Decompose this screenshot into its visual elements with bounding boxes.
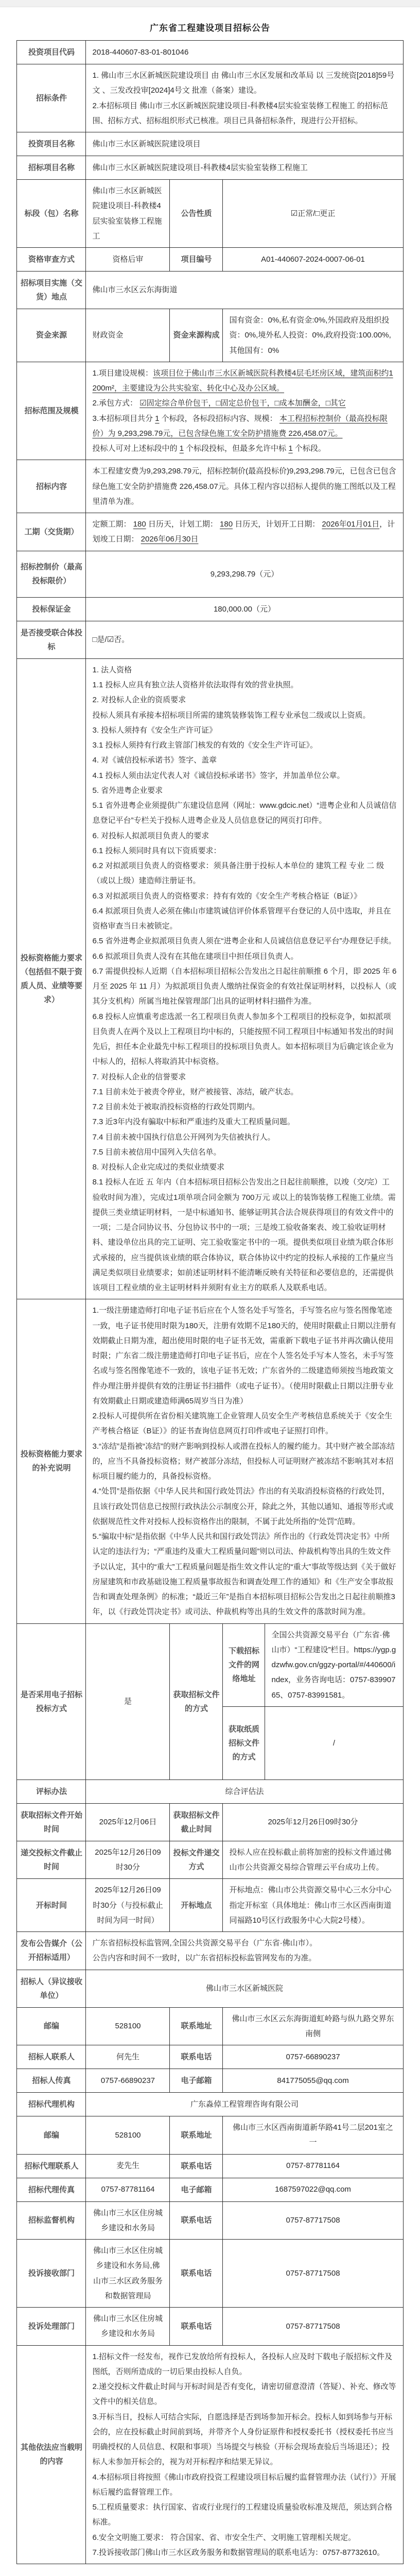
announcement-nature-value: ☑正常/□更正 xyxy=(223,180,403,248)
electronic-bidding-label: 是否采用电子招标投标方式 xyxy=(17,1623,86,1780)
evaluation-method-value: 综合评估法 xyxy=(86,1780,403,1803)
agency-fax-row xyxy=(17,2178,403,2201)
construction-period-value: 定额工期： 180 日历天，计划工期： 180 日历天，计划开工日期： 2026年01月01日，计划竣工日期： 2026年06月30日 xyxy=(86,513,403,551)
document-obtain-time-row xyxy=(17,1803,403,1841)
tender-control-price-value: 9,293,298.79（元） xyxy=(86,551,403,597)
complaint-handling-phone-label: 联系电话 xyxy=(170,2308,223,2346)
tender-project-name-value: 佛山市三水区新城医院建设项目-科教楼4层实验室装修工程施工 xyxy=(86,156,403,180)
investment-project-code-value: 2018-440607-83-01-801046 xyxy=(86,41,403,64)
agency-contact-label: 招标代理联系人 xyxy=(17,2154,86,2178)
evaluation-method-row xyxy=(17,1780,403,1803)
document-obtain-deadline-value: 2025年12月26日09时30分 xyxy=(223,1803,403,1841)
funding-source-value: 财政资金 xyxy=(86,309,170,362)
tender-content-row xyxy=(17,460,403,513)
download-url-value: 全国公共资源交易平台（广东省·佛山市）“工程建设”栏目。https://ygp.gdzwfw.gov.cn/ggzy-portal/#/440600/index，业务咨询电话：0757-83990765、0757-83991581。 xyxy=(265,1623,403,1706)
bidder-qualification-requirements-label: 投标资格能力要求（包括但不限于资质人员、业绩等要求） xyxy=(17,658,86,1299)
section-package-row xyxy=(17,180,403,248)
agency-postcode-value: 528100 xyxy=(86,2116,170,2155)
tenderer-address-label: 联系地址 xyxy=(170,2007,223,2045)
funding-composition-label: 资金来源构成 xyxy=(170,309,223,362)
tenderer-fax-label: 招标人传真 xyxy=(17,2069,86,2093)
bid-bond-row xyxy=(17,597,403,621)
tender-conditions-label: 招标条件 xyxy=(17,64,86,132)
qualification-supplementary-notes-row xyxy=(17,1299,403,1623)
announcement-page xyxy=(0,21,420,2564)
bid-submission-deadline-label: 递交投标文件截止时间 xyxy=(17,1841,86,1879)
tenderer-label: 招标人（异议接收单位） xyxy=(17,1970,86,2007)
qualification-supplementary-notes-label: 投标资格能力要求的补充说明 xyxy=(17,1299,86,1623)
bid-submission-deadline-value: 2025年12月26日09时30分 xyxy=(86,1841,170,1879)
tender-content-label: 招标内容 xyxy=(17,460,86,513)
complaint-receiving-department-label: 投诉接收部门 xyxy=(17,2240,86,2308)
implementation-location-label: 招标项目实施（交货）地点 xyxy=(17,272,86,309)
tender-project-name-label: 招标项目名称 xyxy=(17,156,86,180)
agency-contact-row xyxy=(17,2154,403,2178)
tenderer-postcode-value: 528100 xyxy=(86,2007,170,2045)
tender-content-value: 本工程建安费为9,293,298.79元，招标控制价(最高投标价)9,293,298.79元，已包含已包含绿色施工安全防护措施费 226,458.07元。具体工程内容以招标人提供的施工图纸以及工程里清单为准。 xyxy=(86,460,403,513)
qualification-review-row xyxy=(17,248,403,272)
agency-fax-value: 0757-87781164 xyxy=(86,2178,170,2201)
qualification-review-method-label: 资格审查方式 xyxy=(17,248,86,272)
tenderer-contact-row xyxy=(17,2045,403,2069)
complaint-receiving-row xyxy=(17,2240,403,2308)
evaluation-method-label: 评标办法 xyxy=(17,1780,86,1803)
funding-source-label: 资金来源 xyxy=(17,309,86,362)
bidder-qualification-requirements-row xyxy=(17,658,403,1299)
agency-postcode-label: 邮编 xyxy=(17,2116,86,2155)
agency-fax-label: 招标代理传真 xyxy=(17,2178,86,2201)
top-gray-bar xyxy=(0,0,420,7)
tenderer-postcode-row xyxy=(17,2007,403,2045)
announcement-media-label: 发布公告媒介（公开招标适用） xyxy=(17,1932,86,1970)
agency-email-value: 1687597022@qq.com xyxy=(223,2178,403,2201)
tenderer-row xyxy=(17,1970,403,2007)
bid-opening-time-label: 开标时间 xyxy=(17,1879,86,1932)
bidder-qualification-requirements-value: 1. 法人资格 1.1 投标人应具有独立法人资格并依法取得有效的营业执照。 2. 对投标人企业的资质要求 投标人须具有承接本招标项目所需的建筑装修装饰工程专业承包二级或以上资质。 3. 投标人须持有《安全生产许可证》 3.1 投标人须持有行政主管部门核发的有效的《安全生产许可证》。 4. 对《诚信投标承诺书》签字、盖章 4.1 投标人须由法定代表人对《诚信投标承诺书》签字，并加盖单位公章。 5. 省外进粤企业要求 5.1 省外进粤企业须提供广东建设信息网（网址：www.gdcic.net）“进粤企业和人员诚信信息登记平台”专栏关于投标人进粤企业及人员信息登记的网页打印件。 6. 对投标人拟派项目负责人的要求 6.1 投标人须同时具有以下资质要求： 6.2 对拟派项目负责人的资格要求：须具备注册于投标人本单位的 建筑工程 专业 二 级（或以上级）建造师注册证书。 6.3 对拟派项目负责人的资格要求：持有有效的《安全生产考核合格证（B证）》 6.4 拟派项目负责人必须在佛山市建筑诚信评价体系管理平台登记的人员中选取，并且在资格审查当日未被锁定。 6.5 省外进粤企业拟派项目负责人须在“进粤企业和人员诚信信息登记平台”办理登记手续。 6.6 拟派项目负责人没有在其他在建项目中担任项目负责人。 6.7 需提供投标人近期（自本招标项目招标公告发出之日起往前顺推 6 个月，即 2025 年 6 月至 2025 年 11 月）为拟派项目负责人缴纳社保资金的有效社保证明材料，以投标人（或其分支机构）所属当地社保管理部门出具的证明材料扫描件为准。 6.8 投标人应慎重考虑选派一名工程项目负责人参加多个工程项目的投标竞争，如拟派项目负责人在两个及以上工程项目均中标的，只能按照不同工程项目中标通知书发出的时间先后，担任本企业最先中标工程项目的投标项目负责人。如本招标项目为后确定该企业为中标人的，招标人将取消其中标资格。 7. 对投标人企业的信誉要求 7.1 目前未处于被责令停业，财产被接管、冻结，破产状态。 7.2 目前未处于被取消投标资格的行政处罚期内。 7.3 近3年内没有骗取中标和严重违约及重大工程质量问题。 7.4 目前未被中国执行信息公开网列为失信被执行人。 7.5 目前未被信用中国列入失信名单。 8. 对投标人企业完成过的类似业绩要求 8.1 投标人在近 五 年内（自本招标项目招标公告发出之日起往前顺推，以竣（交/完）工验收时间为准），完成过1项单项合同金额为 700万元 或以上的装饰装修工程施工业绩。需提供三类业绩证明材料，一是中标通知书、能够证明其合法合规获得项目的有效文件中的一项；二是合同协议书、分包协议书中的一项；三是竣工验收备案表、竣工验收证明材料、建设单位出具的完工证明、完工验收鉴定书中的一项。提供类似项目业绩为联合体形式承接的，应当提供该业绩的联合体协议，联合体协议中约定的投标人承接的工作量应当满足类似项目业绩要求；如前述证明材料不能清晰反映有关特征和必要信息的，还需提供该项目工程业绩的业主证明材料并须附有业主方的联系人及联系电话。 xyxy=(86,658,403,1299)
project-number-value: A01-440607-2024-0007-06-01 xyxy=(223,248,403,272)
tenderer-fax-value: 0757-66890237 xyxy=(86,2069,170,2093)
investment-project-code-label: 投资项目代码 xyxy=(17,41,86,64)
consortium-bidding-value: □是/☑否。 xyxy=(86,621,403,658)
document-obtain-start-label: 获取招标文件开始时间 xyxy=(17,1803,86,1841)
announcement-nature-label: 公告性质 xyxy=(170,180,223,248)
supervision-authority-label: 招标监督机构 xyxy=(17,2201,86,2240)
supervision-phone-value: 0757-87717508 xyxy=(223,2201,403,2240)
project-number-label: 项目编号 xyxy=(170,248,223,272)
consortium-bidding-row xyxy=(17,621,403,658)
tender-agency-row xyxy=(17,2093,403,2116)
section-package-name-value: 佛山市三水区新城医院建设项目-科教楼4层实验室装修工程施工 xyxy=(86,180,170,248)
tender-control-price-row xyxy=(17,551,403,597)
implementation-location-value: 佛山市三水区云东海街道 xyxy=(86,272,403,309)
other-required-content-label: 其他依法应当载明的内容 xyxy=(17,2345,86,2564)
investment-project-name-label: 投资项目名称 xyxy=(17,132,86,156)
tenderer-contact-value: 何先生 xyxy=(86,2045,170,2069)
construction-period-label: 工期（交货期） xyxy=(17,513,86,551)
bid-bond-label: 投标保证金 xyxy=(17,597,86,621)
announcement-media-row xyxy=(17,1932,403,1970)
agency-contact-value: 麦先生 xyxy=(86,2154,170,2178)
other-required-content-row xyxy=(17,2345,403,2564)
construction-period-row xyxy=(17,513,403,551)
investment-project-name-row xyxy=(17,132,403,156)
electronic-bidding-row xyxy=(17,1623,403,1706)
investment-project-code-row xyxy=(17,41,403,64)
tenderer-value: 佛山市三水区新城医院 xyxy=(86,1970,403,2007)
tender-control-price-label: 招标控制价（最高投标限价） xyxy=(17,551,86,597)
paper-documents-value: / xyxy=(265,1706,403,1780)
document-obtain-start-value: 2025年12月06日 xyxy=(86,1803,170,1841)
tender-project-name-row xyxy=(17,156,403,180)
bid-opening-location-label: 开标地点 xyxy=(170,1879,223,1932)
document-obtain-deadline-label: 获取招标文件截止时间 xyxy=(170,1803,223,1841)
complaint-handling-row xyxy=(17,2308,403,2346)
bid-submission-row xyxy=(17,1841,403,1879)
tenderer-email-value: 841775055@qq.com xyxy=(223,2069,403,2093)
other-required-content-value: 1.招标文件一经发布，视作已发放给所有投标人，各投标人应及时下载电子版招标文件及图纸，否则所造成的一切后果由投标人自负。 2.递交投标文件截止时间与开标时间是否有变化，请密切留意澄清（答疑）、补充、修改等文件中的相关信息。 3.开标当日，投标人可结合实际，自愿选择是否到场参加开标会。投标人如到场参与开标会的，应在投标截止时间前到场，并带齐个人身份证原件和授权委托书（授权委托书应当明确授权的人员信息、权限和事项）当场提交与核验（开标会现场查验后当场退还）；投标人未参加开标会的，视为对开标程序和结果无异议。 4.本招标项目将按照《佛山市政府投资工程建设项目标后履约监督管理办法（试行）》开展标后履约监督管理工作。 5.工程质量要求：执行国家、省或行业现行的工程建设质量验收标准及规范，须达到合格标准。 6.安全文明施工要求： 符合国家、省、市安全生产、文明施工管理相关规定。 7.投诉接收部门佛山市三水区政务服务和数据管理局的联系电话为：0757-87732610。 xyxy=(86,2345,403,2564)
announcement-table xyxy=(16,40,403,2564)
tender-agency-value: 广东淼倬工程管理咨询有限公司 xyxy=(86,2093,403,2116)
agency-phone-label: 联系电话 xyxy=(170,2154,223,2178)
agency-phone-value: 0757-87781164 xyxy=(223,2154,403,2178)
tender-scope-scale-row xyxy=(17,362,403,460)
complaint-handling-department-value: 佛山市三水区住房城乡建设和水务局 xyxy=(86,2308,170,2346)
tender-scope-scale-value: 1.项目建设规模：该项目位于佛山市三水区新城医院科教楼4层毛坯房区域，建筑面积约1200m²，主要建设为公共实验室、转化中心及办公区域。 2.承包方式： ☑固定综合单价包干，□固定总价包干，□成本加酬金，□其它 3.本招标项目共分 1 个标段，各标段招标内容、规模： 本工程招标控制价（最高投标限价）为 9,293,298.79元，已包含绿色施工安全防护措施费 226,458.07元。 投标人可对上述标段中的 1 个标段投标，但最多允许中标 1 个标段。 xyxy=(86,362,403,460)
bid-opening-time-value: 2025年12月26日09时30分（与投标截止时间为同一时间） xyxy=(86,1879,170,1932)
tender-agency-label: 招标代理机构 xyxy=(17,2093,86,2116)
tender-conditions-value: 1. 佛山市三水区新城医院建设项目 由 佛山市三水区发展和改革局 以 三发统资[2018]59号文 、三发改投审[2024]4号文 批准（备案）建设。 2.本招标项目 佛山市三水区新城医院建设项目-科教楼4层实验室装修工程施工 的招标范围、招标方式、招标组织形式已核准。项目已具备招标条件，现进行公开招标。 xyxy=(86,64,403,132)
complaint-handling-department-label: 投诉处理部门 xyxy=(17,2308,86,2346)
complaint-receiving-phone-label: 联系电话 xyxy=(170,2240,223,2308)
agency-email-label: 电子邮箱 xyxy=(170,2178,223,2201)
funding-composition-value: 国有资金：0%,私有资金:0%,外国政府及组织投资：0%,境外私人投资：0%,政府投资:100.00%,其他国有：0% xyxy=(223,309,403,362)
implementation-location-row xyxy=(17,272,403,309)
investment-project-name-value: 佛山市三水区新城医院建设项目 xyxy=(86,132,403,156)
bid-submission-method-label: 投标文件递交方式 xyxy=(170,1841,223,1879)
complaint-handling-phone-value: 0757-87717508 xyxy=(223,2308,403,2346)
agency-postcode-row xyxy=(17,2116,403,2155)
page-title: 广东省工程建设项目招标公告 xyxy=(150,23,270,33)
electronic-bidding-value: 是 xyxy=(86,1623,170,1780)
download-url-label: 下载招标文件的网络地址 xyxy=(223,1623,265,1706)
bid-bond-value: 180,000.00（元） xyxy=(86,597,403,621)
tenderer-address-value: 佛山市三水区云东海街道虹岭路与纵九路交界东南侧 xyxy=(223,2007,403,2045)
tenderer-contact-label: 招标人联系人 xyxy=(17,2045,86,2069)
tenderer-phone-label: 联系电话 xyxy=(170,2045,223,2069)
tenderer-fax-row xyxy=(17,2069,403,2093)
supervision-authority-row xyxy=(17,2201,403,2240)
bid-opening-location-value: 开标地点：佛山市公共资源交易中心三水分中心指定开标室（具体地址：佛山市三水区西南街道同福路10号区行政服务中心大院2号楼）。 xyxy=(223,1879,403,1932)
qualification-review-method-value: 资格后审 xyxy=(86,248,170,272)
supervision-authority-value: 佛山市三水区住房城乡建设和水务局 xyxy=(86,2201,170,2240)
complaint-receiving-department-value: 佛山市三水区住房城乡建设和水务局,佛山市三水区政务服务和数据管理局 xyxy=(86,2240,170,2308)
tenderer-email-label: 电子邮箱 xyxy=(170,2069,223,2093)
agency-address-value: 佛山市三水区西南街道新华路41号二层201室之一 xyxy=(223,2116,403,2155)
supervision-phone-label: 联系电话 xyxy=(170,2201,223,2240)
bid-opening-row xyxy=(17,1879,403,1932)
bid-submission-method-value: 投标人应在投标截止前将加密的投标文件通过佛山市公共资源交易综合管理云平台成功上传。 xyxy=(223,1841,403,1879)
tender-conditions-row xyxy=(17,64,403,132)
announcement-media-value: 广东省招标投标监管网,全国公共资源交易平台（广东省·佛山市）。 公告内容和时间不一致时，以广东省招标投标监管网发布的为准。 xyxy=(86,1932,403,1970)
consortium-bidding-label: 是否接受联合体投标 xyxy=(17,621,86,658)
section-package-name-label: 标段（包）名称 xyxy=(17,180,86,248)
qualification-supplementary-notes-value: 1.一级注册建造师打印电子证书后应在个人签名处手写签名，手写签名应与签名图像笔迹一致，电子证书使用时限为180天，注册有效期不足180天的，使用时限截止日期以注册有效期截止日期为准，超出使用时限的电子证书无效，需重新下载电子证书并再次确认使用时限；广东省二级注册建造师打印电子证书后，应在个人签名处手写本人签名，未手写签名或与签名图像笔迹不一致的，该电子证书无效；广东省外的二级建造师须按当地政策文件办理注册并提供有效的注册证书扫描件（或电子证书）。（使用时限截止日期以注册专业有效期截止日期或建造师满65周岁当日为准） 2.投标人可提供所在省份相关建筑施工企业管理人员安全生产考核信息系统关于《安全生产考核合格证（B证）》的证书查询信息网页打印件或电子证照打印件。 3.“冻结”是指被“冻结”的财产影响到投标人或潜在投标人的履约能力。其中财产被全部冻结的，应当不具备投标资格；财产被部分冻结，但投标人可证明财产被冻结不影响其对本招标项目履约能力的，具备投标资格。 4.“处罚”是指依据《中华人民共和国行政处罚法》作出的有关取消投标资格的行政处罚，且该行政处罚信息已按照行政执法公示制度公开，除此之外，其他以通知、通报等形式或依据规范性文件对投标人投标资格作出的限制，不属于此处所指的“处罚”范畴。 5.“骗取中标”是指依据《中华人民共和国行政处罚法》所作出的《行政处罚决定书》中所认定的违法行为；“严重违约及重大工程质量问题”则以司法、仲裁机构等出具的生效文件予以认定，其中的“重大”工程质量问题是指生效文件认定的“重大”事故等级达到《关于做好房屋建筑和市政基础设施工程质量事故报告和调查处理工作的通知》和《生产安全事故报告和调查处理条例》的标准；“最近三年”是指自本招标项目招标公告发出之日起往前顺推3年，以《行政处罚决定书》或司法、仲裁机构等出具的生效文件的落款时间为准。 xyxy=(86,1299,403,1623)
tender-scope-scale-label: 招标范围及规模 xyxy=(17,362,86,460)
paper-documents-label: 获取纸质招标文件的方式 xyxy=(223,1706,265,1780)
obtain-documents-method-label: 获取招标文件的方式 xyxy=(170,1623,223,1780)
tenderer-phone-value: 0757-66890237 xyxy=(223,2045,403,2069)
complaint-receiving-phone-value: 0757-87717508 xyxy=(223,2240,403,2308)
tenderer-postcode-label: 邮编 xyxy=(17,2007,86,2045)
agency-address-label: 联系地址 xyxy=(170,2116,223,2155)
funding-source-row xyxy=(17,309,403,362)
